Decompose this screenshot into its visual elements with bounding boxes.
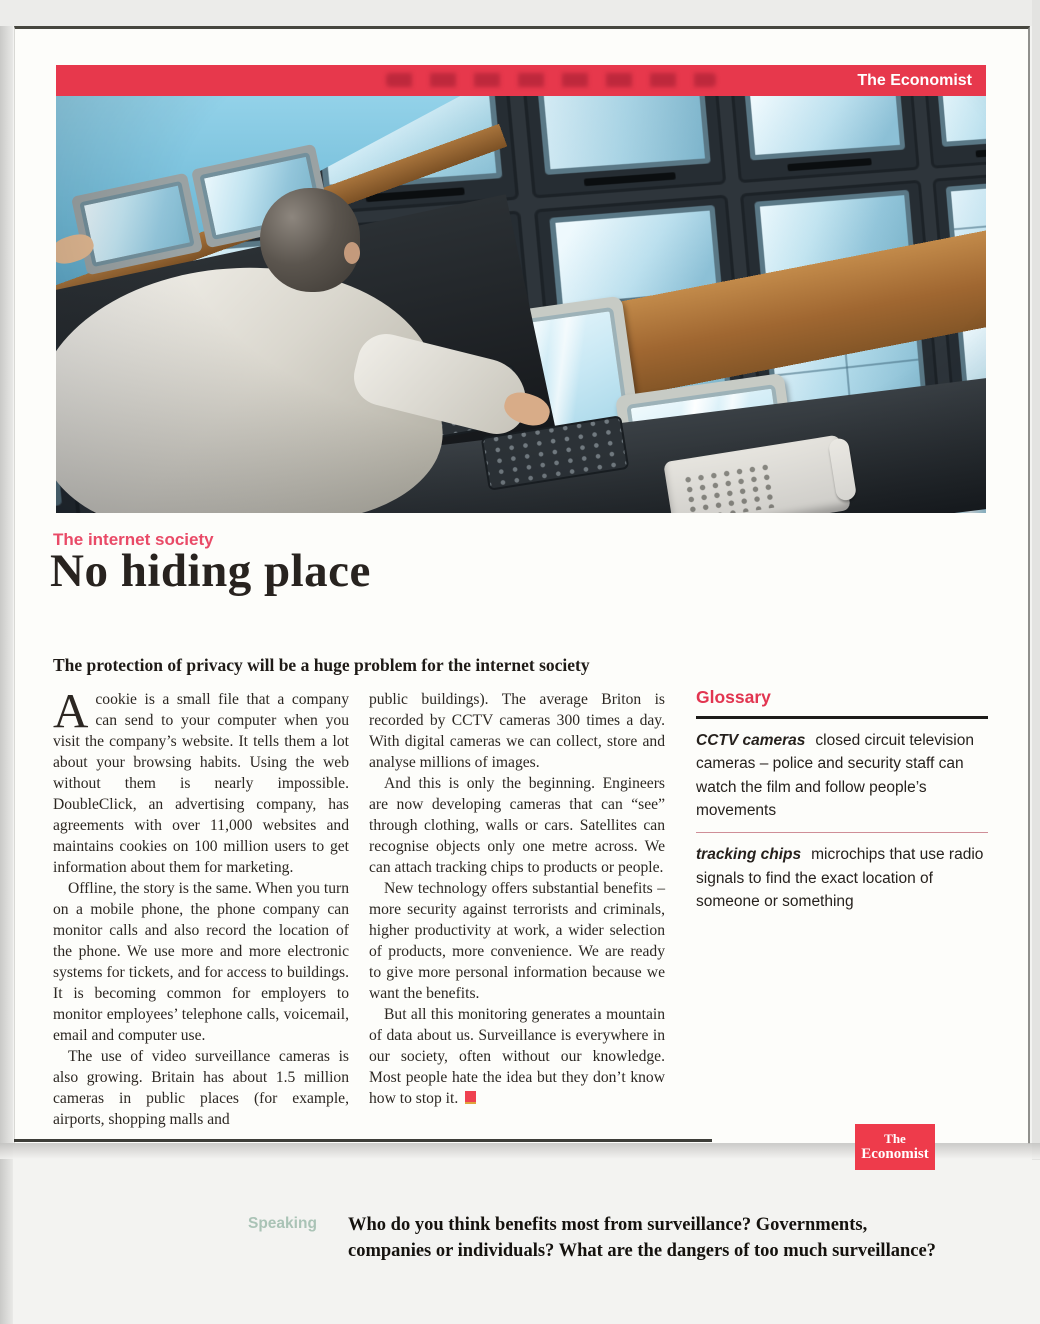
article-paragraph: Offline, the story is the same. When you turn on a mobile phone, the phone company can monitor calls and also record the location of the phone. We use more and more electronic systems for tickets, and for access to buildings. It is becoming common for employers to monitor employees’ telephone calls, voicemail, email and computer use. bbox=[53, 880, 349, 1044]
operator-head bbox=[260, 188, 360, 292]
telephone-keypad bbox=[683, 463, 775, 513]
monitor-screen bbox=[79, 181, 194, 267]
paragraph-text: cookie is a small file that a company can send to your computer when you visit the company’s website. It tells them a lot about your browsing habits. Using the web without them is nearly impossible. DoubleClick, an advertising company, has agreements with over 11,000 websites and maintains cookies on 100 million users to get information about them for marketing. bbox=[53, 691, 349, 876]
operator-ear bbox=[344, 242, 360, 264]
article-column-1 bbox=[53, 683, 349, 1130]
print-bleed-smudge bbox=[386, 73, 716, 87]
article-clipping bbox=[14, 26, 1030, 1144]
cctv-monitor bbox=[921, 96, 986, 169]
glossary-title: Glossary bbox=[696, 687, 771, 707]
article-paragraph bbox=[53, 683, 349, 878]
article-paragraph: And this is only the beginning. Engineers are now developing cameras that can “see” through clothing, walls or cars. Satellites can recognise objects only one metre across. We can attach tracking chips to products or people. bbox=[369, 775, 665, 876]
monitor-speaker-bar bbox=[975, 145, 986, 158]
economist-banner-brand: The Economist bbox=[857, 71, 972, 89]
glossary-box bbox=[696, 687, 988, 914]
scanner-edge-right bbox=[1032, 0, 1040, 1160]
photo-body bbox=[56, 96, 986, 513]
article-end-marker bbox=[465, 1091, 476, 1104]
speaking-label: Speaking bbox=[248, 1215, 317, 1232]
speaking-question: Who do you think benefits most from surveillance? Governments, companies or individuals? What are the dangers of too much surveillance? bbox=[348, 1215, 936, 1261]
economist-logo-box bbox=[855, 1124, 935, 1170]
monitor-screen bbox=[743, 96, 905, 160]
glossary-separator bbox=[696, 832, 988, 834]
monitor-screen bbox=[935, 96, 986, 147]
glossary-entry bbox=[696, 843, 988, 914]
cctv-monitor bbox=[521, 96, 726, 199]
monitor-speaker-bar bbox=[584, 172, 676, 186]
glossary-term: CCTV cameras bbox=[696, 731, 806, 749]
drop-cap: A bbox=[53, 683, 89, 738]
article-paragraph: public buildings). The average Briton is recorded by CCTV cameras 300 times a day. With digital cameras we can collect, store and analyse millions of images. bbox=[369, 691, 665, 771]
article-paragraph: New technology offers substantial benefits – more security against terrorists and criminals, higher productivity at work, a wider selection of products, more convenience. We are ready to give more personal information because we want the benefits. bbox=[369, 880, 665, 1002]
article-paragraph bbox=[369, 1004, 665, 1109]
monitor-screen bbox=[537, 96, 711, 175]
paragraph-text: But all this monitoring generates a mountain of data about us. Surveillance is everywhere in our society, often without our knowledge. Most people hate the idea but they don’t know how to stop it. bbox=[369, 1006, 665, 1107]
clipping-bottom-edge bbox=[14, 1139, 712, 1142]
article-headline: No hiding place bbox=[50, 545, 371, 597]
glossary-definition: microchips that use radio signals to find the exact location of someone or something bbox=[696, 846, 984, 910]
article-column-2 bbox=[369, 689, 665, 1109]
section-tagline: The internet society bbox=[53, 530, 214, 549]
cctv-control-room-photo bbox=[56, 65, 986, 513]
glossary-definition: closed circuit television cameras – police and security staff can watch the film and follow people’s movements bbox=[696, 731, 974, 819]
economist-logo-line2: Economist bbox=[861, 1145, 929, 1162]
economist-logo-line1: The bbox=[884, 1130, 906, 1146]
glossary-entry bbox=[696, 729, 988, 823]
speaking-exercise bbox=[0, 1212, 1040, 1264]
glossary-term: tracking chips bbox=[696, 846, 802, 863]
scanner-edge-top bbox=[0, 0, 1040, 26]
monitor-speaker-bar bbox=[787, 158, 872, 171]
article-paragraph: The use of video surveillance cameras is also growing. Britain has about 1.5 million cameras in public places (for example, airports, shopping malls and bbox=[53, 1048, 349, 1128]
article-standfirst: The protection of privacy will be a huge problem for the internet society bbox=[53, 655, 590, 675]
scanner-edge-left bbox=[0, 0, 13, 1324]
glossary-rule bbox=[696, 716, 988, 719]
cctv-monitor bbox=[729, 96, 920, 183]
